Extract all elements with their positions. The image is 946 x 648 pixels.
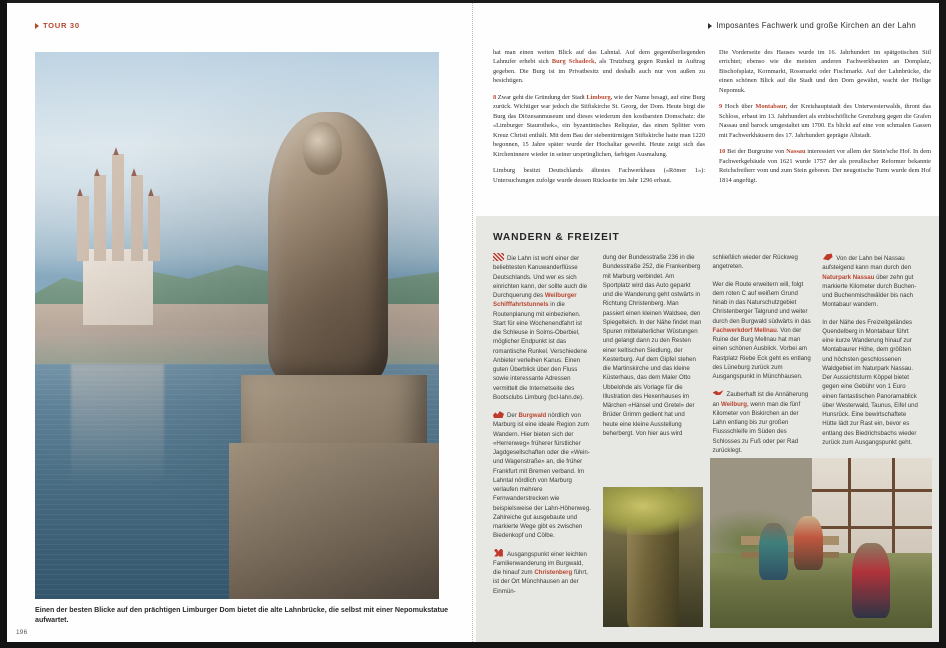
wandern-text-run: führt, ist der Ort Münchhausen an der Einmün- [493, 569, 588, 595]
highlighted-place-name: Weilburg [720, 400, 747, 408]
body-text-run: hat man einen weiten Blick auf das Lahntal. Auf dem gegenüberliegenden Lahnufer erhebt sich [493, 49, 705, 66]
photo-person [759, 523, 788, 581]
limburg-cathedral-icon [71, 178, 164, 326]
running-head-left-label: TOUR 30 [43, 21, 80, 30]
wandern-paragraph [493, 410, 592, 541]
running-head-right [708, 21, 916, 30]
photo-house-beam [892, 458, 895, 563]
triangle-marker-icon [708, 23, 712, 29]
highlighted-place-name: Burgwald [518, 412, 547, 419]
photo-person [852, 543, 890, 618]
body-text-run: der Kreishauptstadt des Unterwesterwalds, thront das Schloss, erbaut im 13. Jahrhundert als erzbischöfliche Grenzburg gegen die Grafen Nassau und barock umgestaltet um 1700. Es blickt auf eine von schmalen Gassen mit Fachwerkhäusern des 17. Jahrhundert geprägte Altstadt. [719, 103, 931, 139]
tree-photograph [603, 487, 703, 627]
triangle-marker-icon [35, 23, 39, 29]
wandern-paragraph [713, 253, 812, 272]
wandern-text-run: über zehn gut markierte Kilometer durch Buchen- und Buchenmischwälder bis nach Montabaur wandern. [822, 273, 917, 309]
wandern-paragraph [713, 389, 812, 455]
wandern-text-run: Die Lahn ist wohl einer der beliebtesten Kanuwanderflüsse Deutschlands. Und wer es sich einrichten kann, der sollte auch die Durchquerung des [493, 255, 588, 299]
statue-plinth [229, 443, 438, 599]
wandern-text-run: dung der Bundesstraße 236 in die Bundesstraße 252, die Frankenberg mit Marburg verbindet. Am Sportplatz wird das Auto geparkt und die Wanderung geht ostwärts in Richtung Christenberg. Man passiert einen kleinen Waldsee, den Spiegelteich. In der Nähe findet man Spuren mittelalterlicher Wüstungen und gelangt dann zu den Resten einer keltischen Siedlung, der Kesterburg. Auf dem Gipfel stehen die Martinskirche und das kleine Küsterhaus, das dem Maler Otto Ubbelohde als Vorlage für die Illustration des Hexenhauses im Märchen «Hänsel und Gretel» der Brüder Grimm gedient hat und heute eine kleine Ausstellung beherbergt. Von hier aus wird [602, 254, 702, 437]
highlighted-place-name: Nassau [786, 148, 806, 156]
body-text-run: interessiert vor allem der Stein'sche Hof. In dem Fachwerkgebäude von 1621 wurde 1757 der als preußischer Reformer bekannte Reichsfreiherr vom und zum Stein geboren. Der neugotische Turm wurde dem Hof 1814 angefügt. [719, 148, 932, 184]
body-paragraph [493, 93, 705, 159]
body-text-run: Bei der Burgruine von [725, 148, 787, 156]
body-paragraph [719, 48, 931, 95]
canoe-icon [493, 253, 504, 261]
wandern-text-run: , wenn man die fünf Kilometer von Biskirchen an der Lahn entlang bis zur großen Flussschleife im Süden des Schlosses zu Fuß oder per Rad zurücklegt. [712, 400, 801, 454]
photo-house-beam [812, 526, 932, 529]
wandern-text-run: Von der Lahn bei Nassau aufsteigend kann man durch den [822, 255, 912, 272]
book-edge-left [0, 0, 7, 648]
family-icon [493, 549, 504, 557]
leaf-icon [822, 253, 833, 261]
highlighted-place-name: Weilburger Schifffahrtstunnels [493, 292, 577, 309]
wandern-text-run: Ausgangspunkt einer leichten Familienwanderung im Burgwald, die hinauf zum [493, 550, 587, 576]
cathedral-tower [112, 154, 124, 260]
wandern-column-1 [493, 253, 592, 596]
wandern-paragraph [493, 253, 592, 402]
highlighted-place-name: Montabaur, [755, 103, 788, 111]
body-text-run: Limburg besitzt Deutschlands ältestes Fachwerkhaus («Römer 1»): Untersuchungen zufolge wurde dessen Rückseite im Jahr 1296 erbaut. [493, 167, 705, 184]
body-text-run: Die Vorderseite des Hauses wurde im 16. Jahrhundert im spätgotischen Stil errichtet; ebenso wie die meisten anderen Fachwerkbauten an Domplatz, Bischofsplatz, Kornmarkt, Rossmarkt oder Fischmarkt. Auf der Lahnbrücke, die einen schönen Blick auf die Stadt und den Dom gewährt, wacht der Heilige Nepomuk. [719, 49, 931, 94]
body-paragraph [493, 166, 705, 185]
wandern-text-run: schließlich wieder der Rückweg angetreten. [712, 254, 798, 271]
photo-house-beam [812, 489, 932, 492]
nepomuk-statue [237, 112, 431, 599]
highlighted-place-name: Fachwerkdorf Mellnau [712, 326, 777, 334]
wandern-paragraph [822, 318, 921, 448]
highlighted-place-name: Christenberg [534, 569, 573, 576]
wandern-text-run: In der Nähe des Freizeitgeländes Quendelberg in Montabaur führt eine kurze Wanderung hinauf zur Montabaurer Höhe, dem größten und höchsten geschlossenen Waldgebiet im Naturpark Nassau. Der Aussichtsturm Köppel bietet gegen eine Gebühr von 1 Euro einen fantastischen Panoramablick über Westerwald, Taunus, Eifel und Hunsrück. Eine bewirtschaftete Hütte lädt zur Rast ein, bevor es entlang des Biedrichsbachs wieder zurück zum Ausgangspunkt geht. [822, 318, 918, 446]
body-text-run: als Trutzburg gegen Runkel in Auftrag gegeben. Die Burg ist im Privatbesitz und deshalb auch nur von außen zu besichtigen. [493, 58, 705, 85]
bird-icon [713, 389, 724, 397]
running-head-left [35, 21, 80, 30]
photo-reflection [71, 364, 164, 484]
photo-house-beam [848, 458, 851, 563]
body-paragraph [719, 102, 931, 140]
photo-person [794, 516, 823, 570]
poi-number: 10 [719, 148, 726, 156]
body-column-1 [493, 48, 705, 185]
cathedral-tower [148, 196, 160, 261]
book-edge-bottom [0, 642, 946, 648]
cathedral-tower [77, 196, 89, 261]
book-gutter [472, 0, 474, 648]
body-text-columns [493, 48, 931, 185]
body-text-run: Hoch über [722, 103, 756, 111]
body-paragraph [493, 48, 705, 86]
hike-icon [493, 410, 504, 418]
cathedral-tower [131, 175, 143, 261]
book-edge-top [0, 0, 946, 3]
running-head-right-label: Imposantes Fachwerk und große Kirchen an der Lahn [716, 21, 916, 30]
photo-bench [741, 552, 839, 559]
page-number-left: 196 [16, 629, 28, 636]
highlighted-place-name: Burg Schadeck, [551, 58, 597, 66]
poi-number: 8 [493, 93, 497, 101]
poi-number: 9 [719, 103, 723, 111]
wandern-text-run: Wer die Route erweitern will, folgt dem roten C auf weißem Grund hinab in das Naturschutzgebiet Christenberger Talgrund und weiter durch den Burgwald südwärts in das [712, 280, 811, 325]
photo-bench [741, 536, 839, 545]
book-edge-right [939, 0, 946, 648]
cathedral-tower [94, 175, 106, 261]
wandern-paragraph [822, 253, 921, 310]
main-photo-caption: Einen der besten Blicke auf den prächtigen Limburger Dom bietet die alte Lahnbrücke, die selbst mit einer Nepomukstatue aufwartet. [35, 606, 449, 624]
main-photograph [35, 52, 439, 599]
wandern-text-run: . Von der Ruine der Burg Mellnau hat man einen schönen Ausblick. Vorbei am Rastplatz Riebe Eck geht es entlang des Lüneburg zurück zum Ausgangspunkt in Münchhausen. [712, 326, 811, 380]
highlighted-place-name: Limburg, [586, 93, 613, 101]
wandern-text-run: nördlich von Marburg ist eine ideale Region zum Wandern. Hier bieten sich der «Herrenweg» früherer fürstlicher Jagdgesellschaften oder die «Wein- und Wagenstraße» an, die früher Frankfurt mit Bremen verband. Im Lahntal nördlich von Marburg verlaufen mehrere Fernwanderstrecken wie beispielsweise der Lahn-Höhenweg. Zahlreiche gut ausgebaute und markierte Wege gibt es zwischen Biedenkopf und Cölbe. [493, 412, 591, 540]
family-photograph [710, 458, 932, 628]
photo-autumn-leaves [603, 487, 703, 535]
wandern-freizeit-title: WANDERN & FREIZEIT [493, 232, 620, 243]
body-text-run: wie der Name besagt, auf eine Burg zurück. Wichtiger war jedoch die Stiftskirche St. Georg, der Dom. Heute birgt die Burg das Diözesanmuseum und dieses wiederum den kostbarsten Domschatz: die «Limburger Staurothek», ein byzantinisches Reliquiar, das einen Splitter vom Kreuz Christi enthält. Mit dem Bau der siebentürmigen Stiftskirche hatte man 1220 begonnen, 15 Jahre später wurde der Hochaltar geweiht. Heute zeigt sich das Kircheninnere wieder in seiner ursprünglichen, farbigen Ausmalung. [493, 93, 705, 158]
body-text-run: Zwar geht die Gründung der Stadt [496, 93, 587, 101]
body-column-2 [719, 48, 931, 185]
highlighted-place-name: Naturpark Nassau [822, 273, 875, 281]
wandern-text-run: Zauberhaft ist die Annäherung an [712, 391, 809, 408]
wandern-paragraph [493, 549, 592, 596]
wandern-text-run: Der [507, 412, 519, 419]
wandern-paragraph [603, 253, 702, 438]
body-paragraph [719, 147, 931, 185]
statue-head [303, 122, 342, 176]
wandern-paragraph [713, 280, 812, 382]
wandern-text-run: in die Routenplanung mit einbeziehen. Start für eine Wochenendfahrt ist die Schleuse in Solms-Oberbiel, möglicher Endpunkt ist das romantische Runkel. Verschiedene Anbieter verleihen Kanus. Einen guten Überblick über den Fluss sowie interessante Adressen vermittelt die Internetseite des Bootsclubs Limburg (bcl-lahn.de). [493, 301, 588, 401]
